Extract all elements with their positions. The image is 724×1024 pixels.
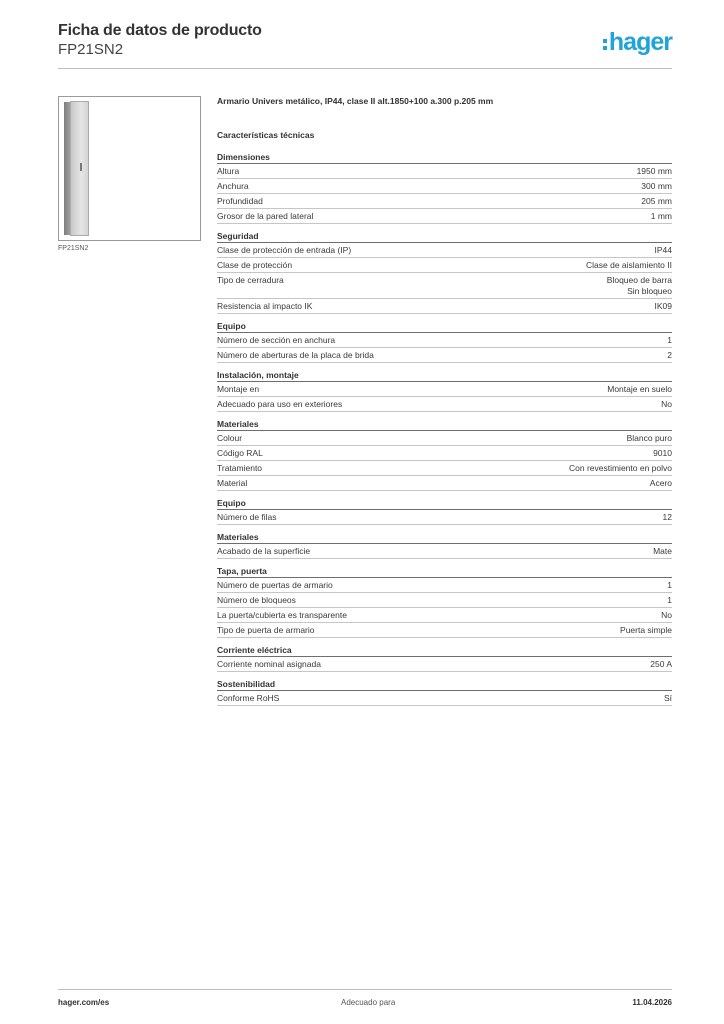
spec-value	[569, 463, 672, 474]
spec-value-line: 300 mm	[641, 180, 672, 191]
spec-section	[217, 498, 672, 525]
spec-value	[667, 335, 672, 346]
spec-value-line: Montaje en suelo	[607, 383, 672, 394]
spec-label: Acabado de la superficie	[217, 545, 311, 556]
image-caption: FP21SN2	[58, 245, 89, 252]
spec-label: Anchura	[217, 180, 249, 191]
spec-value-line: IK09	[654, 300, 672, 311]
section-title: Seguridad	[217, 231, 672, 243]
spec-label: La puerta/cubierta es transparente	[217, 609, 347, 620]
spec-value	[653, 546, 672, 557]
spec-value-line: Acero	[649, 477, 672, 488]
spec-value-line: 205 mm	[641, 195, 672, 206]
footer-middle-text: Adecuado para	[341, 998, 396, 1007]
spec-value-line: Puerta simple	[620, 624, 672, 635]
spec-content	[217, 95, 672, 713]
product-code: FP21SN2	[58, 41, 124, 58]
spec-label: Tratamiento	[217, 462, 263, 473]
spec-label: Corriente nominal asignada	[217, 658, 321, 669]
hager-logo	[603, 28, 672, 57]
spec-label: Grosor de la pared lateral	[217, 210, 314, 221]
spec-section	[217, 419, 672, 491]
section-title: Tapa, puerta	[217, 566, 672, 578]
spec-section	[217, 321, 672, 363]
spec-row	[217, 397, 672, 412]
footer-date: 11.04.2026	[632, 998, 672, 1007]
spec-value	[641, 181, 672, 192]
spec-value	[653, 448, 672, 459]
spec-row	[217, 593, 672, 608]
header-divider	[58, 68, 672, 69]
spec-value-line: 1950 mm	[636, 165, 672, 176]
spec-label: Número de bloqueos	[217, 594, 296, 605]
spec-label: Tipo de cerradura	[217, 274, 284, 285]
logo-text: hager	[608, 28, 672, 56]
spec-value	[661, 610, 672, 621]
section-title: Dimensiones	[217, 152, 672, 164]
cabinet-handle	[80, 163, 82, 171]
spec-value-line: Con revestimiento en polvo	[568, 462, 672, 473]
spec-value	[661, 399, 672, 410]
spec-section	[217, 566, 672, 638]
spec-value-line: Bloqueo de barra	[606, 274, 672, 285]
spec-row	[217, 446, 672, 461]
spec-value-line: 1	[667, 334, 672, 345]
spec-row	[217, 476, 672, 491]
spec-row	[217, 243, 672, 258]
spec-value	[650, 659, 672, 670]
spec-section	[217, 645, 672, 672]
spec-value	[637, 166, 672, 177]
spec-value-line: No	[661, 609, 672, 620]
spec-row	[217, 209, 672, 224]
spec-row	[217, 258, 672, 273]
spec-value	[664, 693, 672, 704]
spec-value	[655, 245, 673, 256]
spec-value	[586, 260, 672, 271]
spec-row	[217, 273, 672, 299]
document-title: Ficha de datos de producto	[58, 22, 262, 39]
section-title: Equipo	[217, 321, 672, 333]
spec-value	[641, 196, 672, 207]
spec-label: Clase de protección de entrada (IP)	[217, 244, 352, 255]
spec-row	[217, 691, 672, 706]
spec-value	[667, 350, 672, 361]
spec-row	[217, 657, 672, 672]
section-title: Instalación, montaje	[217, 370, 672, 382]
spec-value-line: IP44	[654, 244, 672, 255]
product-image	[58, 96, 201, 241]
spec-value-line: Clase de aislamiento II	[586, 259, 672, 270]
spec-label: Material	[217, 477, 248, 488]
spec-value	[607, 384, 672, 395]
spec-section	[217, 231, 672, 314]
spec-value-line: 9010	[653, 447, 672, 458]
spec-row	[217, 348, 672, 363]
characteristics-title: Características técnicas	[217, 130, 315, 140]
spec-row	[217, 333, 672, 348]
section-title: Equipo	[217, 498, 672, 510]
spec-row	[217, 382, 672, 397]
spec-value-line: 1 mm	[650, 210, 672, 221]
spec-value	[607, 275, 672, 297]
spec-label: Número de sección en anchura	[217, 334, 336, 345]
spec-value-line: 1	[667, 579, 672, 590]
spec-value-line: No	[661, 398, 672, 409]
spec-label: Conforme RoHS	[217, 692, 280, 703]
spec-label: Altura	[217, 165, 240, 176]
spec-label: Profundidad	[217, 195, 263, 206]
spec-value	[651, 211, 672, 222]
spec-value	[667, 580, 672, 591]
spec-value	[650, 478, 672, 489]
spec-value-line: 1	[667, 594, 672, 605]
section-title: Materiales	[217, 532, 672, 544]
spec-label: Resistencia al impacto IK	[217, 300, 313, 311]
spec-row	[217, 194, 672, 209]
product-description: Armario Univers metálico, IP44, clase II alt.1850+100 a.300 p.205 mm	[217, 96, 494, 106]
spec-label: Clase de protección	[217, 259, 293, 270]
spec-value-line: Sí	[663, 692, 672, 703]
spec-value-line: 2	[667, 349, 672, 360]
spec-label: Número de filas	[217, 511, 277, 522]
section-title: Sostenibilidad	[217, 679, 672, 691]
spec-label: Código RAL	[217, 447, 263, 458]
spec-value	[620, 625, 672, 636]
spec-sections	[217, 152, 672, 706]
spec-value	[655, 301, 673, 312]
spec-label: Colour	[217, 432, 243, 443]
spec-row	[217, 608, 672, 623]
spec-row	[217, 510, 672, 525]
section-title: Materiales	[217, 419, 672, 431]
spec-value	[627, 433, 672, 444]
spec-section	[217, 152, 672, 224]
logo-dots-icon	[603, 39, 607, 50]
section-title: Corriente eléctrica	[217, 645, 672, 657]
spec-row	[217, 623, 672, 638]
spec-row	[217, 299, 672, 314]
spec-value	[663, 512, 672, 523]
spec-value-line: 12	[662, 511, 672, 522]
footer-website: hager.com/es	[58, 998, 110, 1007]
spec-value	[667, 595, 672, 606]
spec-value-line: Mate	[653, 545, 672, 556]
spec-row	[217, 461, 672, 476]
spec-row	[217, 431, 672, 446]
spec-value-line: Sin bloqueo	[627, 285, 672, 296]
spec-row	[217, 544, 672, 559]
spec-row	[217, 164, 672, 179]
cabinet-illustration	[64, 101, 90, 236]
spec-section	[217, 679, 672, 706]
spec-label: Tipo de puerta de armario	[217, 624, 315, 635]
page-header	[58, 22, 672, 70]
spec-row	[217, 578, 672, 593]
spec-section	[217, 532, 672, 559]
spec-value-line: 250 A	[650, 658, 672, 669]
spec-row	[217, 179, 672, 194]
footer-divider	[58, 989, 672, 990]
spec-label: Montaje en	[217, 383, 260, 394]
spec-label: Número de aberturas de la placa de brida	[217, 349, 374, 360]
spec-label: Número de puertas de armario	[217, 579, 333, 590]
spec-value-line: Blanco puro	[626, 432, 672, 443]
spec-section	[217, 370, 672, 412]
spec-label: Adecuado para uso en exteriores	[217, 398, 343, 409]
